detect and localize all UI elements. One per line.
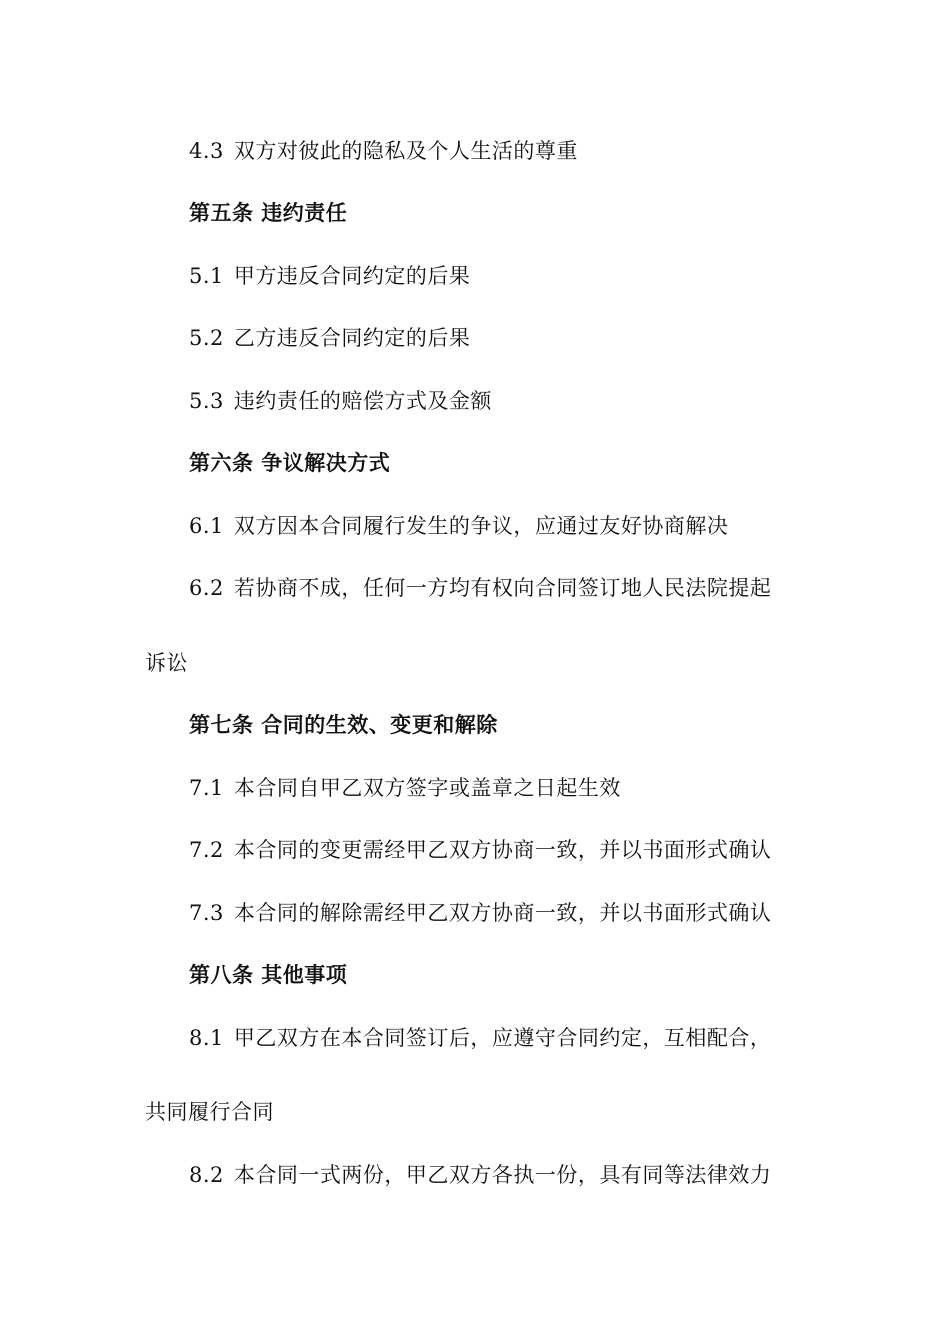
clause-number: 7.3	[189, 901, 224, 925]
clause-7-3	[189, 899, 771, 927]
clause-number: 6.2	[189, 576, 224, 600]
clause-number: 6.1	[189, 514, 224, 538]
clause-text: 双方因本合同履行发生的争议，应通过友好协商解决	[233, 514, 729, 538]
clause-8-1	[189, 1024, 771, 1052]
clause-5-1	[189, 262, 470, 290]
clause-number: 7.2	[189, 838, 224, 862]
clause-text: 若协商不成，任何一方均有权向合同签订地人民法院提起	[233, 576, 772, 600]
clause-text: 双方对彼此的隐私及个人生活的尊重	[233, 139, 578, 163]
section-heading-7: 第七条 合同的生效、变更和解除	[189, 713, 498, 737]
section-heading-8: 第八条 其他事项	[189, 963, 348, 987]
clause-number: 5.3	[189, 389, 224, 413]
clause-6-2-continuation: 诉讼	[145, 651, 188, 675]
clause-7-1	[189, 774, 621, 802]
clause-6-1	[189, 512, 728, 540]
clause-5-2	[189, 324, 470, 352]
clause-text: 本合同一式两份，甲乙双方各执一份，具有同等法律效力	[233, 1163, 772, 1187]
clause-5-3	[189, 387, 492, 415]
clause-text: 甲方违反合同约定的后果	[233, 264, 471, 288]
section-heading-6: 第六条 争议解决方式	[189, 451, 391, 475]
clause-number: 8.2	[189, 1163, 224, 1187]
clause-text: 本合同的解除需经甲乙双方协商一致，并以书面形式确认	[233, 901, 772, 925]
clause-number: 5.1	[189, 264, 224, 288]
clause-number: 8.1	[189, 1026, 224, 1050]
clause-text: 甲乙双方在本合同签订后，应遵守合同约定，互相配合，	[233, 1026, 772, 1050]
clause-number: 7.1	[189, 776, 224, 800]
clause-8-1-continuation: 共同履行合同	[145, 1100, 274, 1124]
clause-number: 5.2	[189, 326, 224, 350]
clause-text: 本合同自甲乙双方签字或盖章之日起生效	[233, 776, 621, 800]
clause-8-2	[189, 1161, 771, 1189]
clause-6-2	[189, 574, 771, 602]
clause-7-2	[189, 836, 771, 864]
clause-text: 乙方违反合同约定的后果	[233, 326, 471, 350]
clause-4-3	[189, 137, 578, 165]
clause-text: 违约责任的赔偿方式及金额	[233, 389, 492, 413]
section-heading-5: 第五条 违约责任	[189, 201, 348, 225]
clause-text: 本合同的变更需经甲乙双方协商一致，并以书面形式确认	[233, 838, 772, 862]
clause-number: 4.3	[189, 139, 224, 163]
